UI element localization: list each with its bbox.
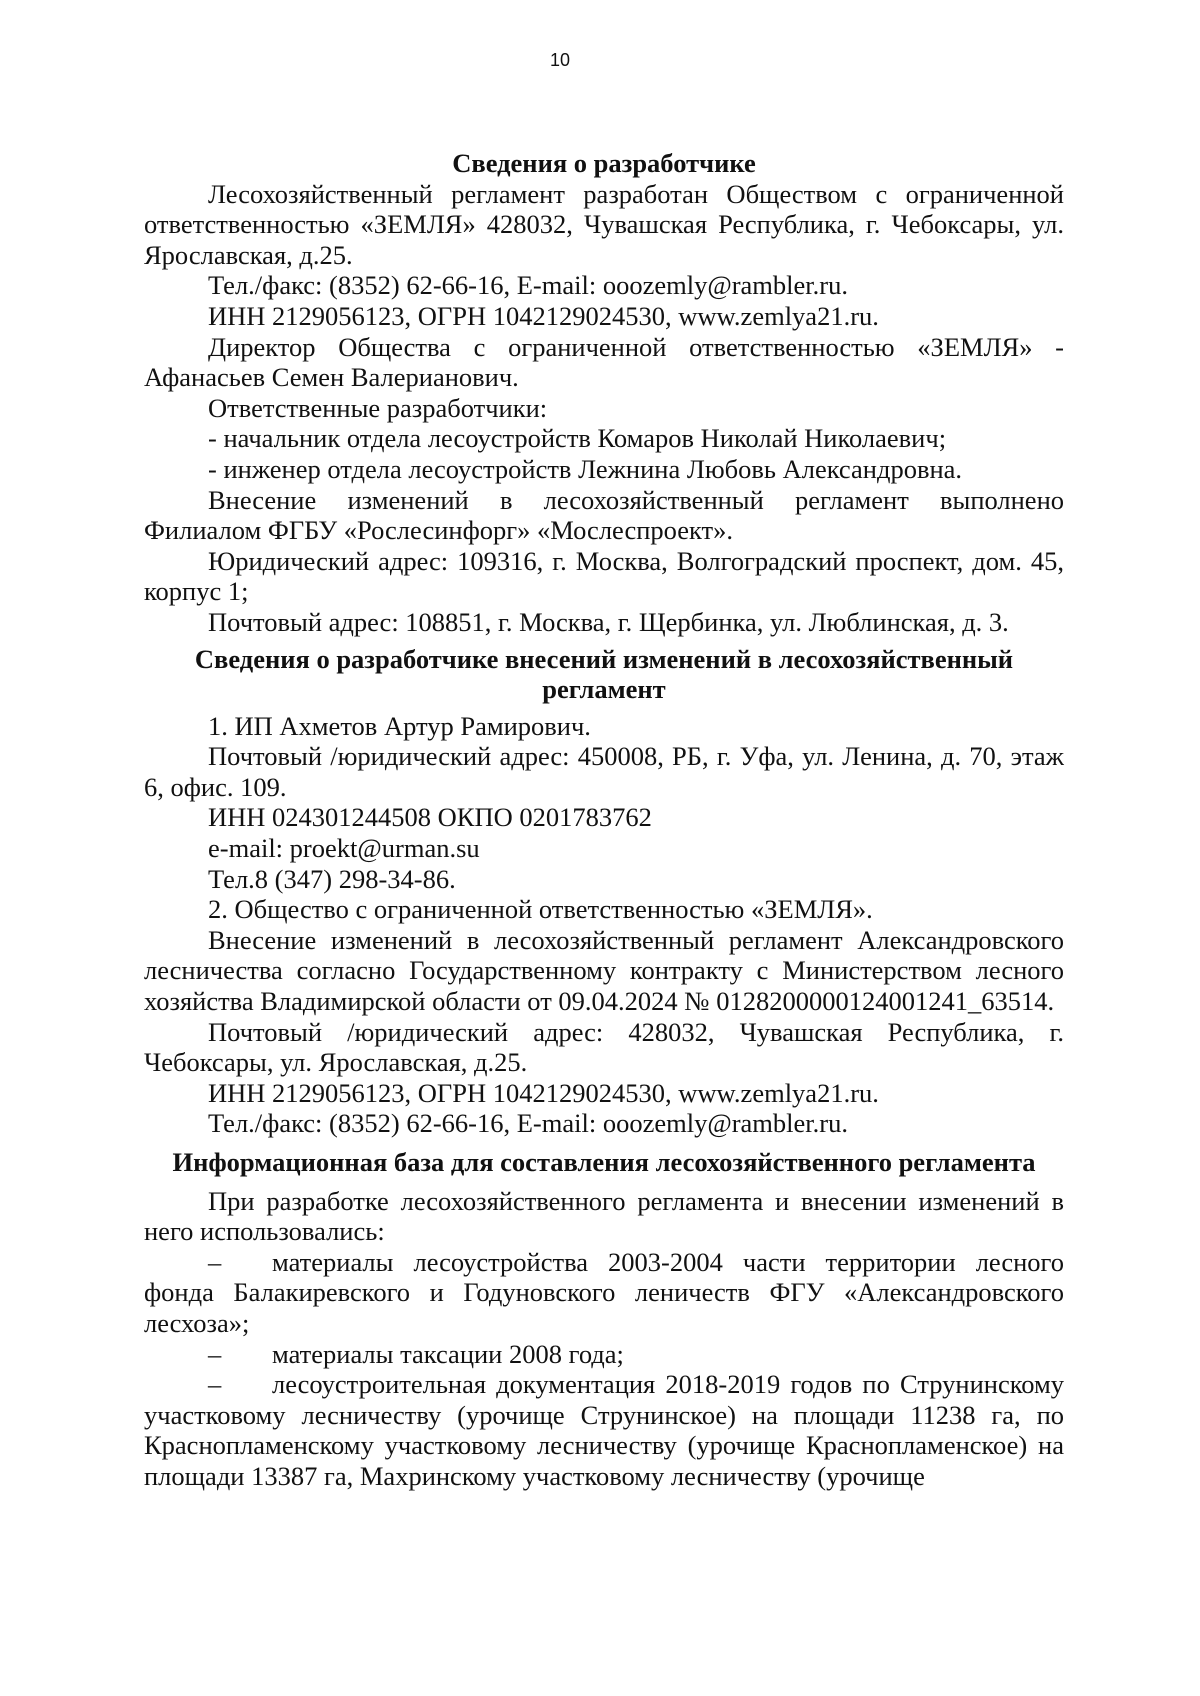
paragraph: Ответственные разработчики: [208,392,548,423]
section-title-developer: Сведения о разработчике [452,148,756,178]
list-item [144,1247,1064,1339]
list-item-text: материалы лесоустройства 2003-2004 части территории лесного фонда Балакиревского и Годуновского леничеств ФГУ «Александровского лесхоза»; [144,1246,1064,1338]
paragraph: 1. ИП Ахметов Артур Рамирович. [208,710,591,741]
paragraph: Юридический адрес: 109316, г. Москва, Волгоградский проспект, дом. 45, корпус 1; [144,545,1064,607]
paragraph: Внесение изменений в лесохозяйственный регламент выполнено Филиалом ФГБУ «Рослесинфорг» «Мослеспроект». [144,484,1064,546]
dash-marker: – [208,1338,222,1369]
paragraph: e-mail: proekt@urman.su [208,833,480,864]
section-title-information-base: Информационная база для составления лесохозяйственного регламента [172,1147,1036,1177]
paragraph: Тел./факс: (8352) 62-66-16, E-mail: ooozemly@rambler.ru. [208,1108,848,1139]
page-number: 10 [549,50,571,70]
paragraph: Директор Общества с ограниченной ответственностью «ЗЕМЛЯ» - Афанасьев Семен Валерианович. [144,331,1064,393]
amendment-developer-section [144,644,1064,1140]
paragraph: Тел.8 (347) 298-34-86. [208,863,456,894]
dash-marker: – [208,1246,222,1277]
section-title-amendment-developer [144,644,1064,705]
section-title-line: регламент [542,674,666,705]
list-item [144,1339,1064,1370]
information-base-section [144,1147,1064,1492]
list-item-text: лесоустроительная документация 2018-2019 годов по Струнинскому участковому лесничеству (урочище Струнинское) на площади 11238 га, по Краснопламенскому участковому лесничеству (урочище Краснопламенское) на площади 13387 га, Махринскому участковому лесничеству (урочище [144,1369,1064,1491]
paragraph: ИНН 024301244508 ОКПО 0201783762 [208,802,652,833]
dash-marker: – [208,1369,222,1400]
paragraph: ИНН 2129056123, ОГРН 1042129024530, www.zemlya21.ru. [208,1077,879,1108]
document-body [144,148,1064,1492]
paragraph: Почтовый адрес: 108851, г. Москва, г. Щербинка, ул. Люблинская, д. 3. [208,606,1009,637]
developer-info-section [144,148,1064,638]
paragraph: 2. Общество с ограниченной ответственностью «ЗЕМЛЯ». [208,894,873,925]
section-title-line: Сведения о разработчике внесений изменений в лесохозяйственный [194,643,1014,674]
list-item: - начальник отдела лесоустройств Комаров Николай Николаевич; [208,423,947,454]
list-item [144,1369,1064,1491]
paragraph: Почтовый /юридический адрес: 428032, Чувашская Республика, г. Чебоксары, ул. Ярославская, д.25. [144,1016,1064,1078]
list-item-text: материалы таксации 2008 года; [272,1338,624,1369]
paragraph: Тел./факс: (8352) 62-66-16, E-mail: ooozemly@rambler.ru. [208,270,848,301]
paragraph: Внесение изменений в лесохозяйственный регламент Александровского лесничества согласно Государственному контракту с Министерством лесного хозяйства Владимирской области от 09.04.2024 № 0128200000124001241_63514. [144,924,1064,1017]
paragraph: Почтовый /юридический адрес: 450008, РБ, г. Уфа, ул. Ленина, д. 70, этаж 6, офис. 109. [144,741,1064,802]
paragraph: При разработке лесохозяйственного регламента и внесении изменений в него использовались: [144,1185,1064,1247]
list-item: - инженер отдела лесоустройств Лежнина Любовь Александровна. [208,453,963,484]
paragraph: Лесохозяйственный регламент разработан Обществом с ограниченной ответственностью «ЗЕМЛЯ» 428032, Чувашская Республика, г. Чебоксары, ул. Ярославская, д.25. [144,178,1064,270]
paragraph: ИНН 2129056123, ОГРН 1042129024530, www.zemlya21.ru. [208,300,879,331]
